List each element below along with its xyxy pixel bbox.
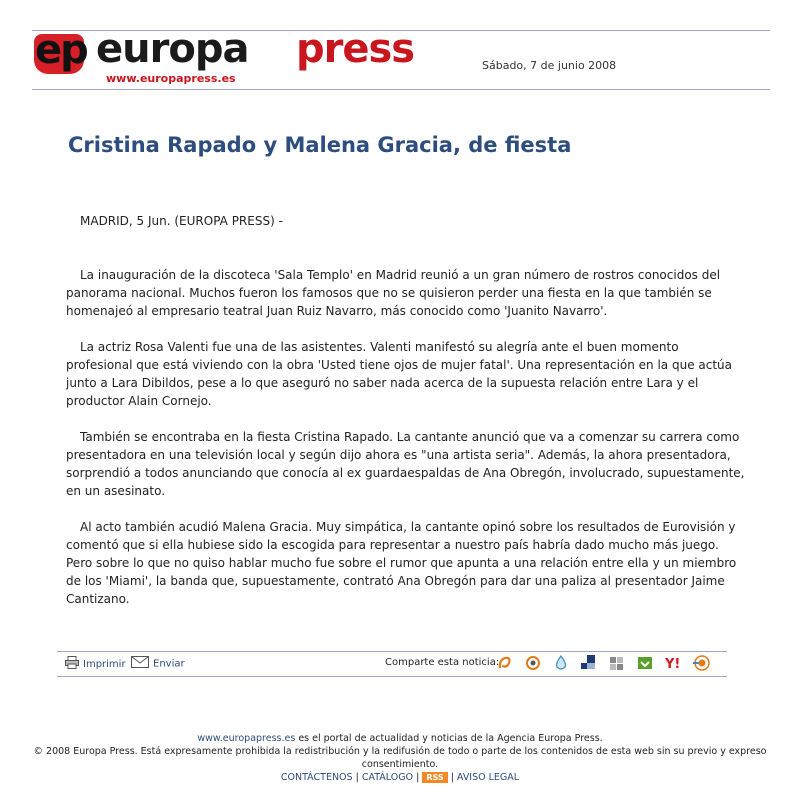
footer-separator: |: [355, 772, 359, 783]
meneame-icon[interactable]: [497, 655, 513, 671]
legal-notice-link[interactable]: AVISO LEGAL: [456, 772, 520, 783]
footer-links: [0, 771, 800, 784]
technorati-icon[interactable]: [553, 655, 569, 671]
article-paragraph: Al acto también acudió Malena Gracia. Muy simpática, la cantante opinó sobre los resultados de Eurovisión y comentó que si ella hubiese sido la escogida para representar a nuestro país habría dado mucho más juego. Pero sobre lo que no quiso hablar mucho fue sobre el rumor que apunta a una relación entre ella y un miembro de los 'Miami', la banda que, supuestamente, contrató Ana Obregón para dar una paliza al presentador Jaime Cantizano.: [66, 520, 737, 606]
yahoo-icon[interactable]: [665, 655, 681, 671]
article-paragraph: La actriz Rosa Valenti fue una de las asistentes. Valenti manifestó su alegría ante el buen momento profesional que está viviendo con la obra 'Usted tiene ojos de mujer fatal'. Una representación en la que actúa junto a Lara Dibildos, pese a lo que aseguró no saber nada acerca de la supuesta relación entre Lara y el productor Alain Cornejo.: [66, 340, 732, 408]
catalog-link[interactable]: CATÁLOGO: [361, 772, 414, 783]
footer-site-link[interactable]: www.europapress.es: [197, 733, 296, 744]
logo-press-text: press: [296, 26, 415, 72]
blinklist-icon[interactable]: [637, 655, 653, 671]
send-button[interactable]: [131, 656, 185, 671]
printer-icon: [65, 656, 79, 672]
send-label: Enviar: [153, 658, 185, 670]
contact-link[interactable]: CONTÁCTENOS: [280, 772, 353, 783]
print-button[interactable]: [65, 656, 126, 672]
europa-press-logo[interactable]: [32, 26, 452, 87]
article-paragraph: También se encontraba en la fiesta Cristina Rapado. La cantante anunció que va a comenzar su carrera como presentadora en una televisión local y según dijo ahora es "una artista seria". Además, la ahora presentadora, sorprendió a todos anunciando que conocía al ex guardaespaldas de Ana Obregón, involucrado, supuestamente, en un asesinato.: [66, 430, 745, 498]
footer-separator: |: [416, 772, 420, 783]
share-toolbar: [57, 651, 727, 677]
article-title: Cristina Rapado y Malena Gracia, de fiesta: [68, 133, 572, 157]
site-header: [32, 26, 770, 90]
footer-portal-text: es el portal de actualidad y noticias de la Agencia Europa Press.: [295, 733, 603, 744]
wikio-icon[interactable]: [693, 655, 709, 671]
footer-line-1: [0, 732, 800, 745]
digg-icon[interactable]: [581, 655, 597, 671]
article-dateline: MADRID, 5 Jun. (EUROPA PRESS) -: [80, 214, 283, 228]
article-paragraph: La inauguración de la discoteca 'Sala Templo' en Madrid reunió a un gran número de rostros conocidos del panorama nacional. Muchos fueron los famosos que no se quisieron perder una fiesta en la que también se homenajeó al empresario teatral Juan Ruiz Navarro, más conocido como 'Juanito Navarro'.: [66, 268, 721, 318]
footer-copyright: © 2008 Europa Press. Está expresamente prohibida la redistribución y la redifusión de todo o parte de los contenidos de esta web sin su previo y expreso consentimiento.: [33, 746, 767, 770]
envelope-icon: [131, 656, 149, 671]
logo-url: www.europapress.es: [106, 72, 236, 85]
svg-text:Y!: Y!: [665, 657, 681, 671]
site-footer: [0, 732, 800, 784]
logo-europa-text: europa: [96, 26, 249, 72]
article-body: [66, 212, 746, 608]
rss-icon[interactable]: RSS: [422, 772, 447, 783]
print-label: Imprimir: [83, 659, 126, 670]
header-date: Sábado, 7 de junio 2008: [482, 59, 617, 72]
logo-ep-badge: ep: [35, 27, 87, 73]
share-label: Comparte esta noticia:: [385, 657, 500, 668]
delicious-icon[interactable]: [525, 655, 541, 671]
fresqui-icon[interactable]: [609, 655, 625, 671]
footer-separator: |: [450, 772, 454, 783]
